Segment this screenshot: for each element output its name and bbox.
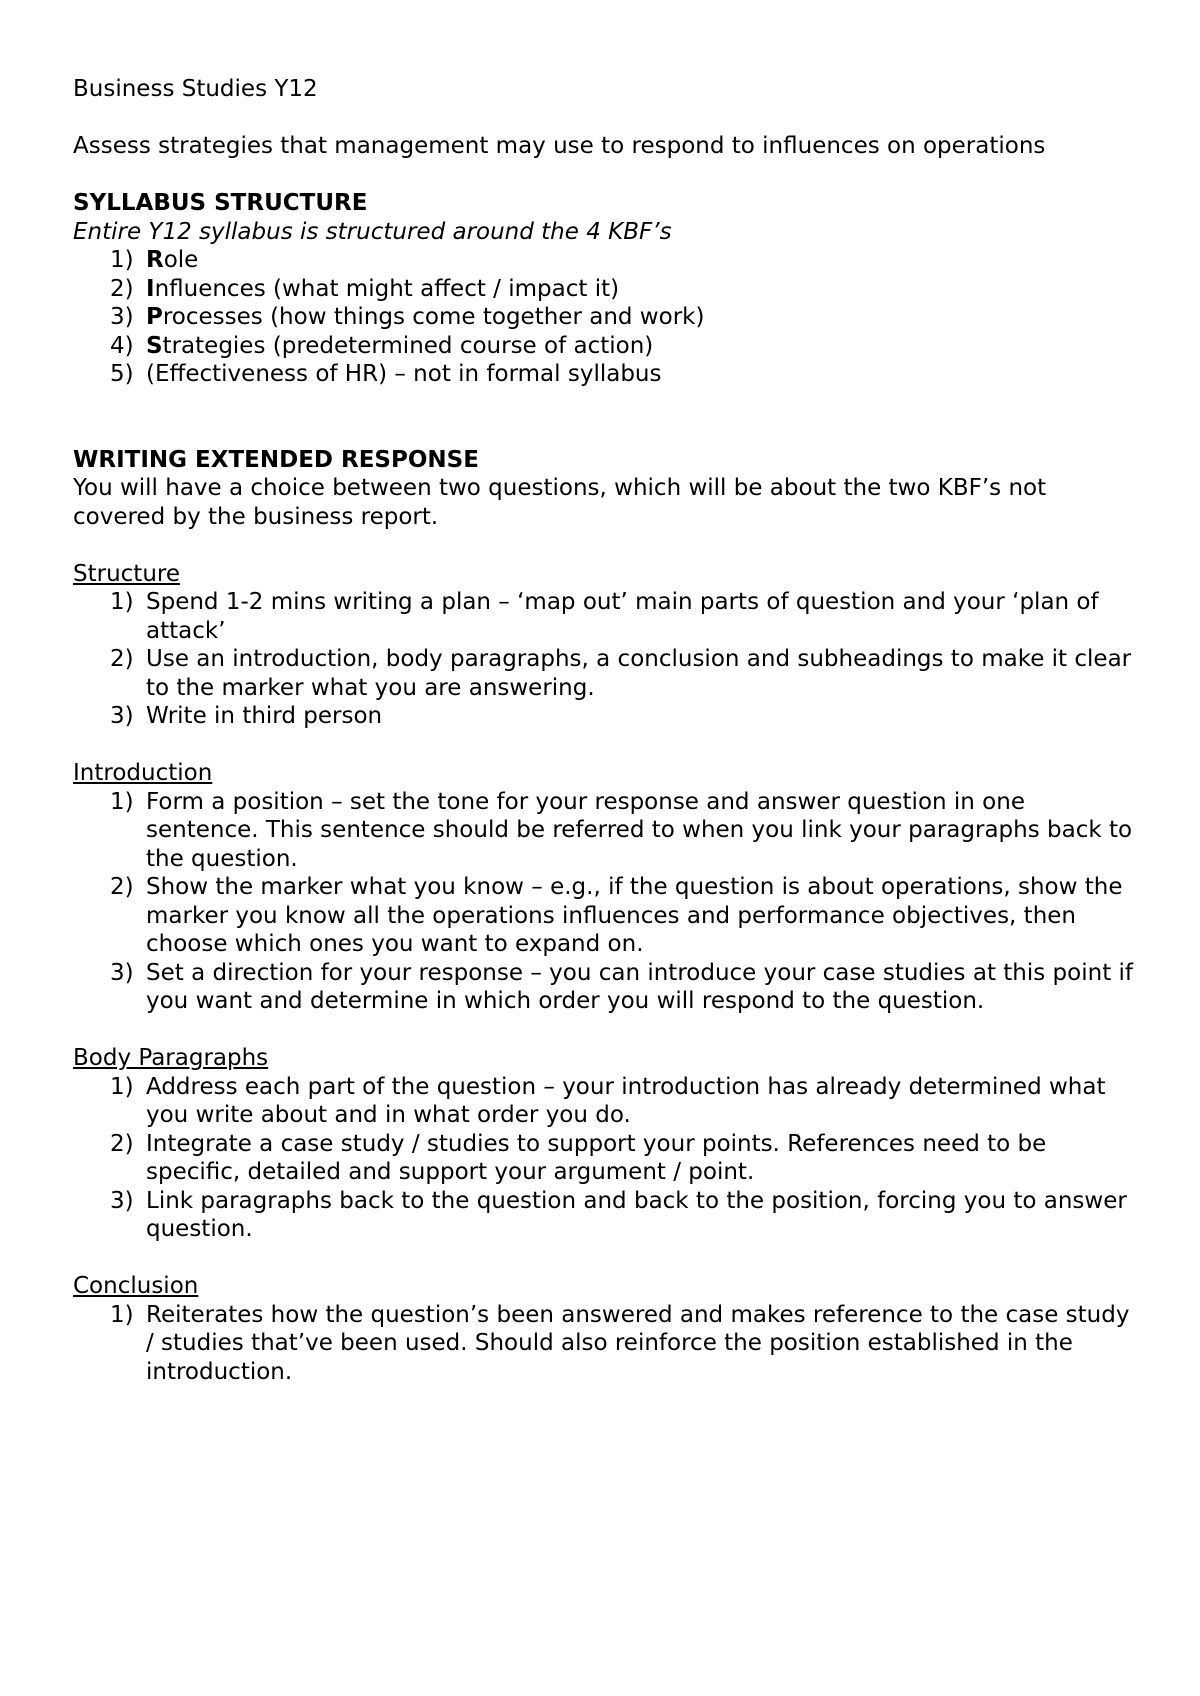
list-number: 1) — [110, 1073, 134, 1100]
spacer — [73, 531, 1143, 560]
list-item — [73, 1130, 1143, 1187]
list-item — [73, 588, 1143, 645]
conclusion-heading: Conclusion — [73, 1273, 199, 1299]
list-item — [73, 246, 1143, 275]
list-number: 1) — [110, 247, 134, 273]
list-number: 4) — [110, 332, 134, 359]
spacer — [73, 104, 1143, 133]
syllabus-intro: Entire Y12 syllabus is structured around the 4 KBF’s — [73, 218, 672, 245]
list-text: Integrate a case study / studies to support your points. References need to be specific, detailed and support your argument / point. — [146, 1130, 1047, 1185]
syllabus-heading: SYLLABUS STRUCTURE — [73, 190, 368, 216]
list-item — [73, 1073, 1143, 1130]
list-number: 2) — [110, 874, 134, 900]
spacer — [73, 389, 1143, 446]
syllabus-list — [73, 246, 1143, 389]
list-item — [73, 645, 1143, 702]
kbf-initial: P — [146, 304, 163, 330]
list-item — [73, 332, 1143, 361]
list-text: Show the marker what you know – e.g., if the question is about operations, show the marker you know all the operations influences and performance objectives, then choose which ones you want to expand on. — [146, 874, 1123, 957]
list-item — [73, 1301, 1143, 1387]
list-number: 2) — [110, 275, 134, 302]
kbf-rest: trategies (predetermined course of action) — [162, 332, 654, 359]
list-item — [73, 275, 1143, 304]
spacer — [73, 161, 1143, 190]
list-number: 2) — [110, 646, 134, 672]
introduction-heading: Introduction — [73, 760, 213, 786]
spacer — [73, 1016, 1143, 1045]
list-text: Write in third person — [146, 703, 383, 729]
conclusion-list — [73, 1301, 1143, 1387]
list-number: 1) — [110, 788, 134, 815]
introduction-list — [73, 788, 1143, 1016]
list-number: 3) — [110, 1187, 134, 1214]
body-paragraphs-list — [73, 1073, 1143, 1244]
list-text: Form a position – set the tone for your response and answer question in one sentence. This sentence should be referred to when you link your paragraphs back to the question. — [146, 788, 1133, 872]
kbf-rest: ole — [163, 247, 199, 273]
list-text: Link paragraphs back to the question and back to the position, forcing you to answer question. — [146, 1187, 1127, 1242]
list-text: Address each part of the question – your introduction has already determined what you write about and in what order you do. — [146, 1073, 1106, 1128]
list-item — [73, 303, 1143, 332]
list-item — [73, 360, 1143, 389]
body-paragraphs-heading: Body Paragraphs — [73, 1045, 269, 1071]
question-text: Assess strategies that management may use to respond to influences on operations — [73, 133, 1046, 159]
kbf-initial: R — [146, 247, 164, 273]
list-number: 3) — [110, 703, 134, 729]
list-item — [73, 959, 1143, 1016]
list-item — [73, 1187, 1143, 1244]
spacer — [73, 731, 1143, 760]
kbf-initial: S — [146, 332, 163, 359]
spacer — [73, 1244, 1143, 1273]
list-number: 2) — [110, 1130, 134, 1157]
list-number: 3) — [110, 959, 134, 986]
document-page — [73, 75, 1143, 1386]
structure-heading: Structure — [73, 560, 180, 587]
structure-list — [73, 588, 1143, 731]
list-text: Set a direction for your response – you can introduce your case studies at this point if you want and determine in which order you will respond to the question. — [146, 959, 1134, 1014]
writing-intro: You will have a choice between two questions, which will be about the two KBF’s not covered by the business report. — [73, 475, 1047, 530]
list-number: 1) — [110, 1301, 134, 1328]
list-number: 3) — [110, 304, 134, 330]
list-text: Spend 1-2 mins writing a plan – ‘map out’ main parts of question and your ‘plan of attack’ — [146, 589, 1099, 644]
document-title: Business Studies Y12 — [73, 76, 318, 102]
kbf-initial: I — [146, 275, 155, 302]
list-text: Reiterates how the question’s been answered and makes reference to the case study / studies that’ve been used. Should also reinforce the position established in the introduction. — [146, 1301, 1130, 1385]
list-item — [73, 873, 1143, 959]
list-text: Use an introduction, body paragraphs, a conclusion and subheadings to make it clear to the marker what you are answering. — [146, 646, 1132, 701]
list-number: 5) — [110, 361, 134, 387]
kbf-rest: nfluences (what might affect / impact it) — [154, 275, 620, 302]
list-number: 1) — [110, 589, 134, 615]
kbf-rest: (Effectiveness of HR) – not in formal syllabus — [146, 361, 662, 387]
list-item — [73, 788, 1143, 874]
writing-heading: WRITING EXTENDED RESPONSE — [73, 446, 479, 473]
kbf-rest: rocesses (how things come together and work) — [162, 304, 705, 330]
list-item — [73, 702, 1143, 731]
